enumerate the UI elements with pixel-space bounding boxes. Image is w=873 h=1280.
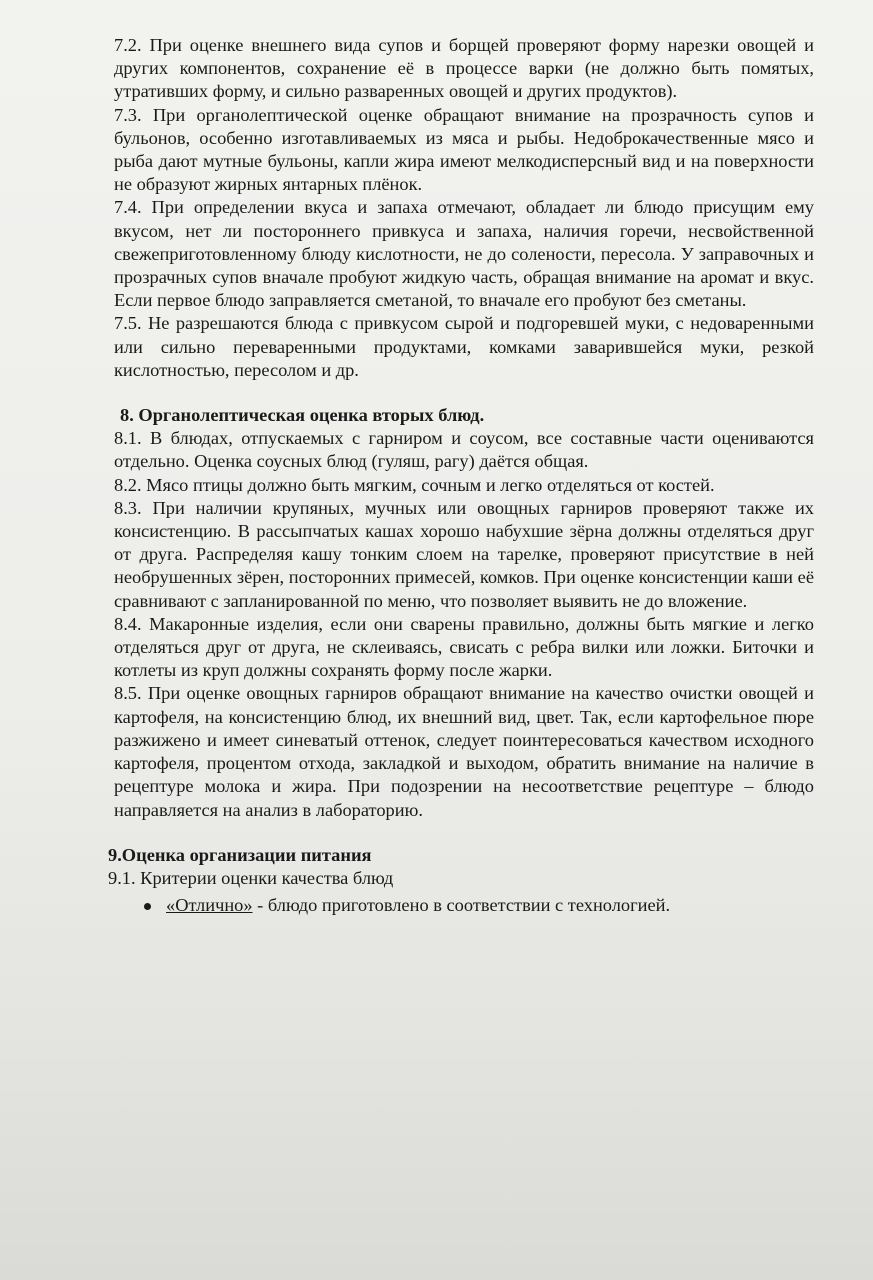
bullet-item (166, 894, 814, 917)
paragraph-9-1: 9.1. Критерии оценки качества блюд (108, 867, 394, 888)
paragraph-8-1: 8.1. В блюдах, отпускаемых с гарниром и соусом, все составные части оцениваются отдельно. Оценка соусных блюд (гуляш, рагу) даётся общая. (114, 428, 814, 472)
paragraph-8-2: 8.2. Мясо птицы должно быть мягким, сочным и легко отделяться от костей. (114, 474, 715, 495)
paragraph-8-3: 8.3. При наличии крупяных, мучных или овощных гарниров проверяют также их консистенцию. В рассыпчатых кашах хорошо набухшие зёрна должны отделяться друг от друга. Распределяя кашу тонким слоем на тарелке, проверяют присутствие в ней необрушенных зёрен, посторонних примесей, комков. При оценке консистенции каши её сравнивают с запланированной по меню, что позволяет выявить не до вложение. (114, 497, 814, 611)
section-gap (114, 382, 814, 404)
paragraph-7-2: 7.2. При оценке внешнего вида супов и борщей проверяют форму нарезки овощей и других компонентов, сохранение её в процессе варки (не должно быть помятых, утративших форму, и сильно разваренных овощей и других продуктов). (114, 35, 814, 102)
paragraph-7-3: 7.3. При органолептической оценке обращают внимание на прозрачность супов и бульонов, особенно изготавливаемых из мяса и рыбы. Недоброкачественные мясо и рыба дают мутные бульоны, капли жира имеют мелкодисперсный вид и на поверхности не образуют жирных янтарных плёнок. (114, 104, 814, 195)
paragraph-8-5: 8.5. При оценке овощных гарниров обращают внимание на качество очистки овощей и картофеля, на консистенцию блюд, их внешний вид, цвет. Так, если картофельное пюре разжижено и имеет синеватый оттенок, следует поинтересоваться качеством исходного картофеля, процентом отхода, закладкой и выходом, обратить внимание на наличие в рецептуре молока и жира. При подозрении на несоответствие рецептуре – блюдо направляется на анализ в лабораторию. (114, 683, 814, 820)
bullet-term: «Отлично» (166, 895, 253, 916)
bullet-text: - блюдо приготовлено в соответствии с технологией. (252, 895, 671, 916)
paragraph-8-4: 8.4. Макаронные изделия, если они сварены правильно, должны быть мягкие и легко отделяться друг от друга, не склеиваясь, свисать с ребра вилки или ложки. Биточки и котлеты из круп должны сохранять форму после жарки. (114, 613, 814, 681)
document-body (108, 34, 814, 917)
section-gap (114, 822, 814, 844)
paragraph-7-5: 7.5. Не разрешаются блюда с привкусом сырой и подгоревшей муки, с недоваренными или сильно переваренными продуктами, комками заварившейся муки, резкой кислотностью, пересолом и др. (114, 313, 814, 380)
section-heading-9: 9.Оценка организации питания (108, 844, 372, 865)
section-heading-8: 8. Органолептическая оценка вторых блюд. (120, 405, 485, 426)
paragraph-7-4: 7.4. При определении вкуса и запаха отмечают, обладает ли блюдо присущим ему вкусом, нет ли постороннего привкуса и запаха, наличия горечи, несвойственной свежеприготовленному блюду кислотности, не до солености, пересола. У заправочных и прозрачных супов вначале пробуют жидкую часть, обращая внимание на аромат и вкус. Если первое блюдо заправляется сметаной, то вначале его пробуют без сметаны. (114, 197, 814, 311)
bullet-icon (144, 903, 151, 910)
